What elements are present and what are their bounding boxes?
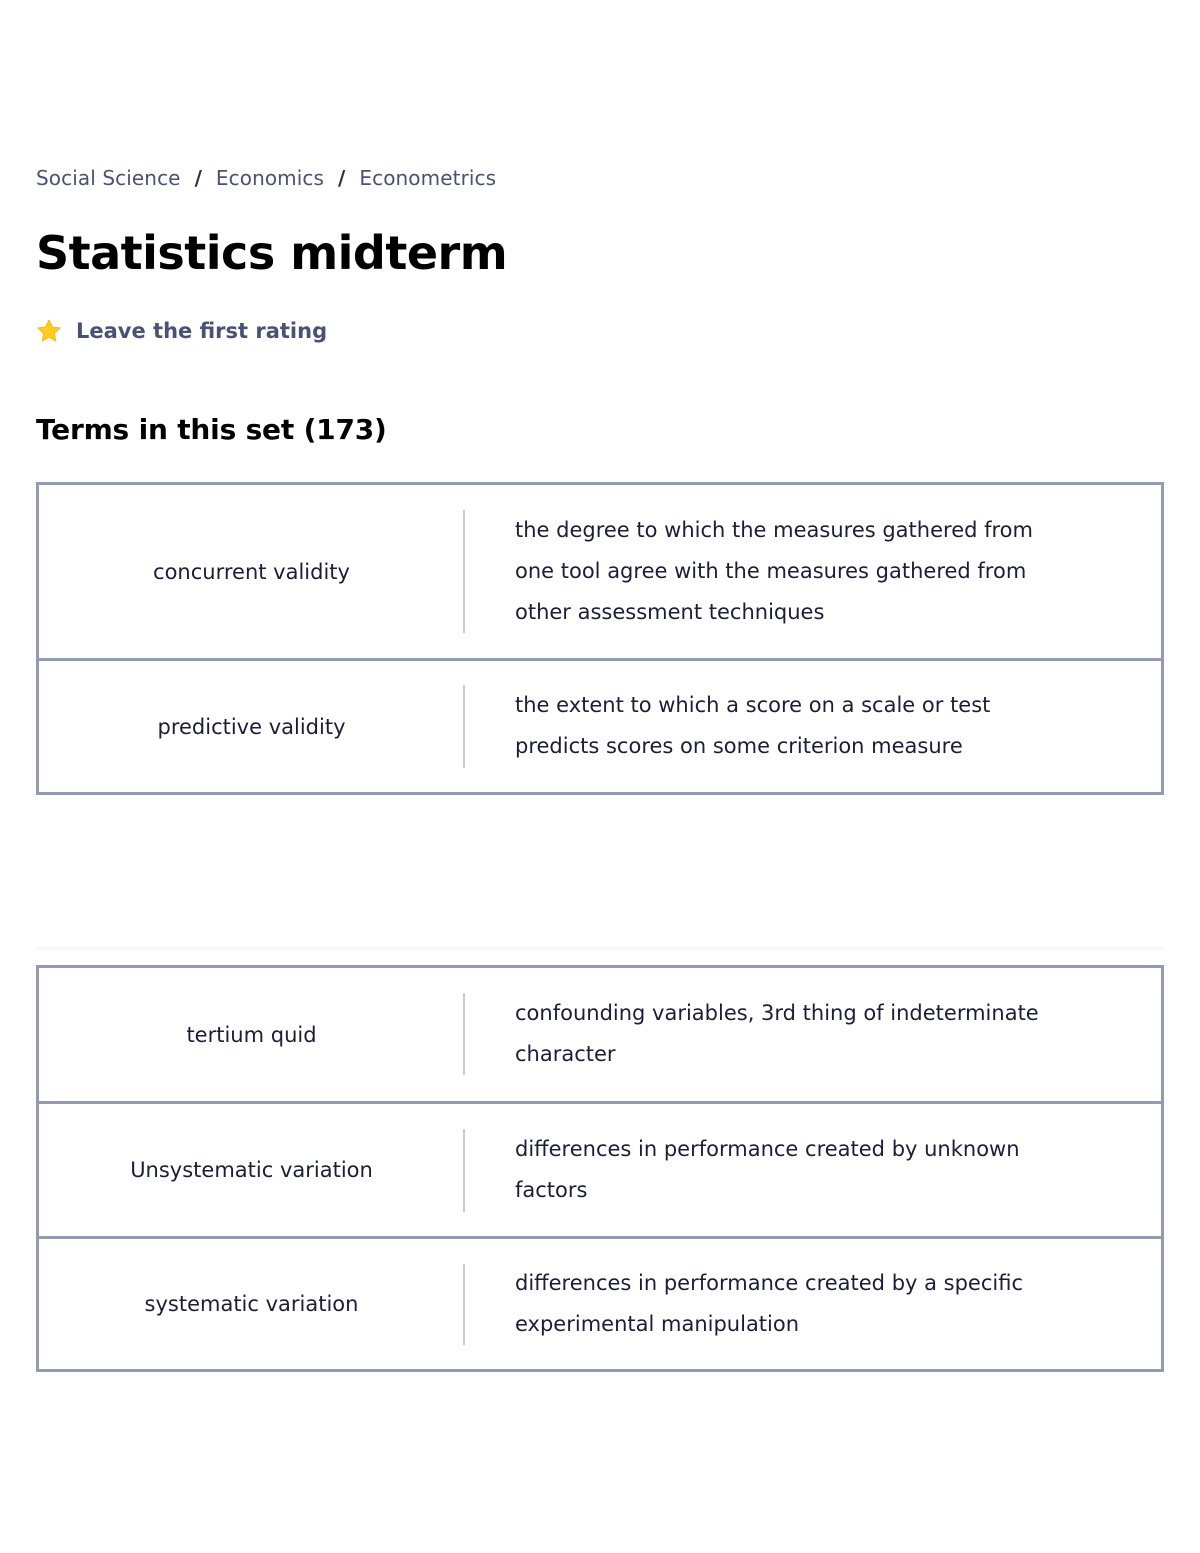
term-text: systematic variation (144, 1292, 359, 1316)
term-card-group (36, 482, 1164, 795)
term-card[interactable] (39, 658, 1161, 792)
definition-line: the extent to which a score on a scale or test (515, 693, 991, 717)
term-text: concurrent validity (153, 559, 350, 584)
terms-heading: Terms in this set (173) (36, 413, 387, 446)
definition-line: predicts scores on some criterion measure (515, 734, 963, 758)
card-divider (463, 993, 465, 1075)
breadcrumb-item-social-science[interactable]: Social Science (36, 166, 181, 190)
term-card[interactable] (39, 485, 1161, 658)
definition-text (515, 993, 1101, 1075)
definition-line: factors (515, 1178, 588, 1202)
card-divider (463, 1264, 465, 1345)
breadcrumb-separator: / (338, 166, 346, 190)
definition-text (515, 1263, 1101, 1345)
card-divider (463, 685, 465, 768)
term-text: predictive validity (157, 714, 346, 739)
term-card-group (36, 965, 1164, 1372)
definition-line: differences in performance created by a specific (515, 1271, 1024, 1295)
breadcrumb-item-economics[interactable]: Economics (215, 166, 325, 190)
definition-line: differences in performance created by unknown (515, 1137, 1020, 1161)
page-title: Statistics midterm (36, 226, 508, 280)
term-text: tertium quid (186, 1022, 317, 1047)
definition-text (515, 685, 1101, 767)
term-text: Unsystematic variation (130, 1158, 373, 1182)
term-card[interactable] (39, 1236, 1161, 1369)
definition-line: other assessment techniques (515, 600, 825, 624)
leave-rating-button[interactable] (36, 318, 327, 344)
definition-line: experimental manipulation (515, 1312, 800, 1336)
definition-line: one tool agree with the measures gathered from (515, 559, 1027, 583)
definition-line: confounding variables, 3rd thing of indeterminate (515, 1001, 1039, 1025)
definition-text (515, 1129, 1101, 1211)
breadcrumb (36, 166, 496, 190)
star-icon (36, 318, 62, 344)
card-divider (463, 1129, 465, 1212)
definition-line: character (515, 1042, 616, 1066)
definition-line: the degree to which the measures gathered from (515, 518, 1033, 542)
page-break-divider (36, 947, 1164, 953)
breadcrumb-separator: / (194, 166, 202, 190)
term-card[interactable] (39, 1101, 1161, 1236)
breadcrumb-item-econometrics[interactable]: Econometrics (359, 166, 497, 190)
term-card[interactable] (39, 968, 1161, 1101)
card-divider (463, 510, 465, 633)
rating-label: Leave the first rating (76, 319, 328, 343)
definition-text (515, 510, 1101, 633)
